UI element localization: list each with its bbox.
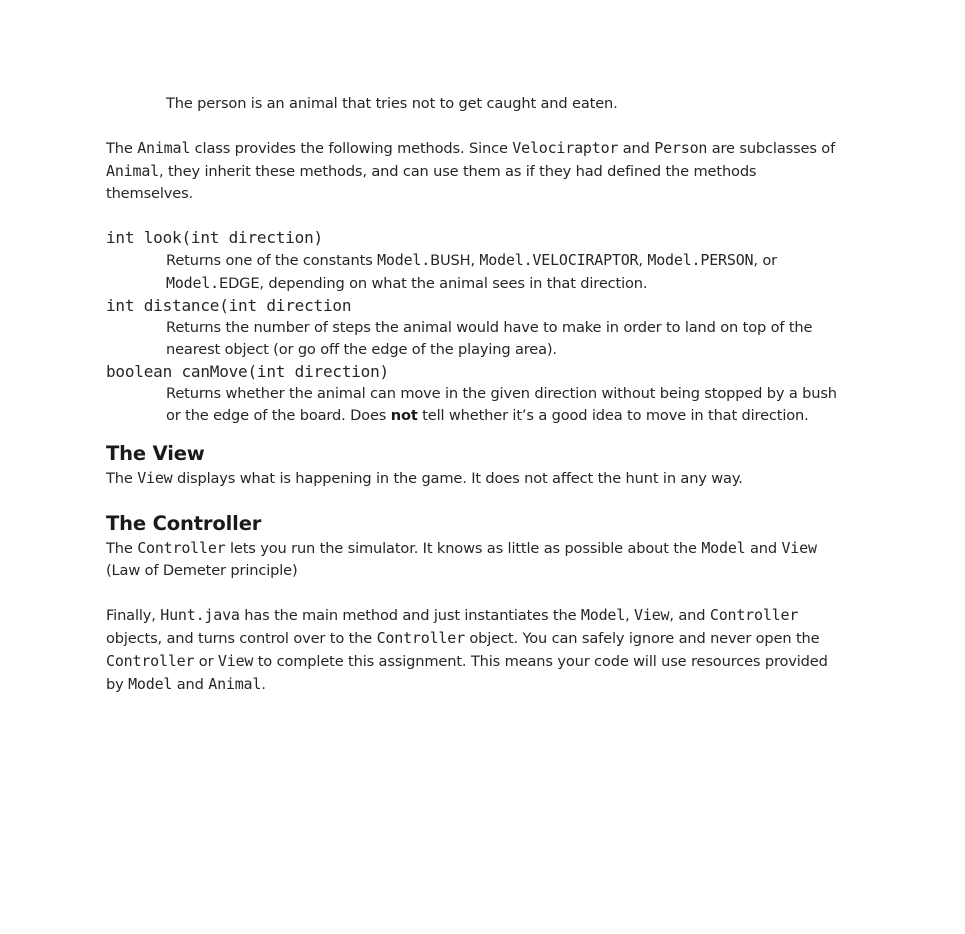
code-animal: Animal <box>137 139 191 157</box>
code-view: View <box>781 539 817 557</box>
section-title-controller: The Controller <box>106 512 262 535</box>
code-model: Model <box>701 539 746 557</box>
person-description: The person is an animal that tries not to get caught and eaten. <box>166 95 618 112</box>
code-controller: Controller <box>137 539 226 557</box>
controller-paragraph: The Controller lets you run the simulator. It knows as little as possible about the Model and View (Law of Demeter principle) <box>106 539 817 579</box>
code-animal: Animal <box>106 162 159 180</box>
code-view: View <box>137 469 173 487</box>
code-hunt-java: Hunt.java <box>160 606 240 624</box>
method-description-distance: Returns the number of steps the animal would have to make in order to land on top of the nearest object (or go off the edge of the playing area). <box>166 319 813 358</box>
code-velociraptor: Velociraptor <box>512 139 619 157</box>
final-paragraph: Finally, Hunt.java has the main method and just instantiates the Model, View, and Controller objects, and turns control over to the Controller object. You can safely ignore and never open the Controller or View to complete this assignment. This means your code will use resources provided by Model and Animal. <box>106 606 828 693</box>
animal-methods-paragraph: The Animal class provides the following methods. Since Velociraptor and Person are subclasses of Animal, they inherit these methods, and can use them as if they had defined the methods themselves. <box>106 139 836 202</box>
view-paragraph: The View displays what is happening in the game. It does not affect the hunt in any way. <box>106 469 743 487</box>
section-title-view: The View <box>106 442 205 465</box>
method-signature-canmove: boolean canMove(int direction) <box>106 362 389 381</box>
emphasis-not: not <box>390 407 418 424</box>
method-description-look: Returns one of the constants Model.BUSH, Model.VELOCIRAPTOR, Model.PERSON, or Model.EDGE, depending on what the animal sees in that direction. <box>166 251 777 292</box>
method-signature-look: int look(int direction) <box>106 228 323 247</box>
method-description-canmove: Returns whether the animal can move in the given direction without being stopped by a bush or the edge of the board. Does not tell whether it’s a good idea to move in that direction. <box>166 385 837 424</box>
code-person: Person <box>654 139 708 157</box>
document-page <box>106 93 846 696</box>
method-signature-distance: int distance(int direction <box>106 296 352 315</box>
